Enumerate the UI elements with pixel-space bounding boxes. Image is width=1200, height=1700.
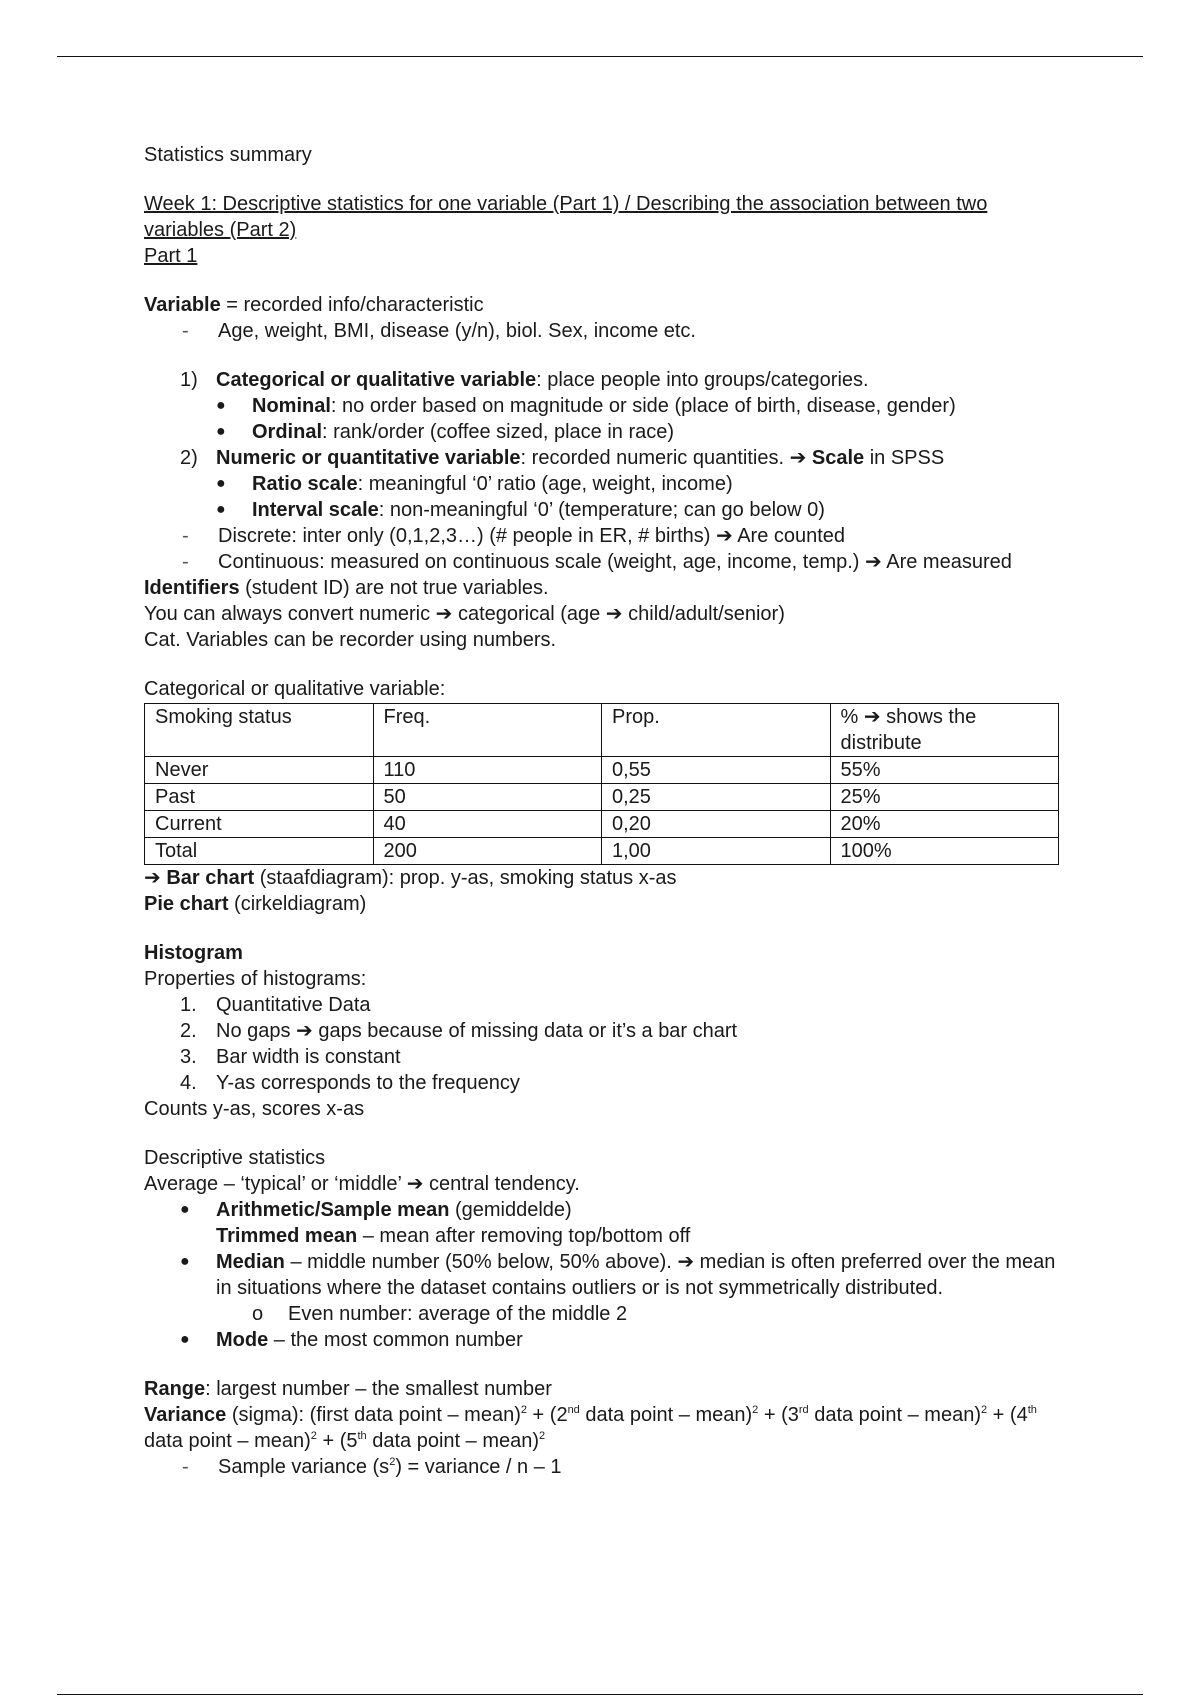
variable-definition xyxy=(144,292,1064,318)
table-header-cell: Prop. xyxy=(602,704,831,757)
list-item: o Even number: average of the middle 2 xyxy=(144,1301,1064,1327)
list-item: - Continuous: measured on continuous scale (weight, age, income, temp.) ➔ Are measured xyxy=(182,551,1012,573)
variable-term: Variable xyxy=(144,294,221,316)
pie-chart-note: Pie chart (cirkeldiagram) xyxy=(144,893,367,915)
table-cell: 50 xyxy=(373,784,602,811)
footer-rule xyxy=(57,1694,1143,1695)
variance-definition: Variance (sigma): (first data point – mean)$^2$ + (2nd data point – mean)$^2$ + (3rd data point – mean)$^2$ + (4th data point – mean)$^2$ + (5th data point – mean)$^2$ xyxy=(144,1404,1037,1452)
table-cell: 55% xyxy=(830,757,1059,784)
header-rule xyxy=(57,56,1143,57)
list-item: 3. Bar width is constant xyxy=(180,1046,401,1068)
recorded-note: Cat. Variables can be recorder using numbers. xyxy=(144,629,557,651)
table-cell: 25% xyxy=(830,784,1059,811)
bullet-icon: ● xyxy=(216,423,226,440)
histogram-heading: Histogram xyxy=(144,942,243,964)
table-row xyxy=(145,838,1059,865)
bar-chart-note: ➔ Bar chart (staafdiagram): prop. y-as, smoking status x-as xyxy=(144,867,677,889)
table-header-cell: Smoking status xyxy=(145,704,374,757)
list-item: - Sample variance $(s^2)$ = variance / n – 1 xyxy=(182,1456,562,1478)
table-row xyxy=(145,757,1059,784)
week-heading: Week 1: Descriptive statistics for one variable (Part 1) / Describing the association between two variables (Part 2) xyxy=(144,193,988,241)
table-header-row xyxy=(145,704,1059,757)
table-cell: 0,25 xyxy=(602,784,831,811)
average-note: Average – ‘typical’ or ‘middle’ ➔ central tendency. xyxy=(144,1173,580,1195)
list-item: ● Ordinal: rank/order (coffee sized, place in race) xyxy=(144,419,1064,445)
bullet-icon: ● xyxy=(180,1331,190,1348)
table-cell: 110 xyxy=(373,757,602,784)
table-cell: Never xyxy=(145,757,374,784)
bullet-icon: ● xyxy=(216,475,226,492)
bullet-icon: ● xyxy=(180,1253,190,1270)
document-body xyxy=(144,142,1064,1480)
table-cell: Past xyxy=(145,784,374,811)
convert-note: You can always convert numeric ➔ categorical (age ➔ child/adult/senior) xyxy=(144,603,785,625)
table-row xyxy=(145,811,1059,838)
table-cell: 40 xyxy=(373,811,602,838)
table-caption: Categorical or qualitative variable: xyxy=(144,678,446,700)
variable-def: = recorded info/characteristic xyxy=(220,294,484,316)
table-cell: Total xyxy=(145,838,374,865)
list-item: 2. No gaps ➔ gaps because of missing data or it’s a bar chart xyxy=(180,1020,738,1042)
table-cell: 0,55 xyxy=(602,757,831,784)
list-item: ● Nominal: no order based on magnitude or side (place of birth, disease, gender) xyxy=(144,393,1064,419)
frequency-table xyxy=(144,703,1059,865)
table-cell: 0,20 xyxy=(602,811,831,838)
table-cell: Current xyxy=(145,811,374,838)
identifiers-note: Identifiers (student ID) are not true variables. xyxy=(144,577,549,599)
circle-bullet-icon: o xyxy=(252,1303,264,1325)
range-definition: Range: largest number – the smallest number xyxy=(144,1378,552,1400)
list-item: ● Mode – the most common number xyxy=(144,1327,1064,1353)
table-header-cell: Freq. xyxy=(373,704,602,757)
list-item: 1. Quantitative Data xyxy=(180,994,371,1016)
part-heading: Part 1 xyxy=(144,245,198,267)
bullet-icon: ● xyxy=(216,501,226,518)
list-item: ● Median – middle number (50% below, 50% above). ➔ median is often preferred over the mean in situations where the dataset contains outliers or is not symmetrically distributed. xyxy=(144,1249,1064,1301)
variable-examples: Age, weight, BMI, disease (y/n), biol. Sex, income etc. xyxy=(218,320,696,342)
list-item: ● Arithmetic/Sample mean (gemiddelde) xyxy=(144,1197,1064,1223)
trimmed-mean-note: Trimmed mean – mean after removing top/bottom off xyxy=(216,1225,691,1247)
histogram-counts: Counts y-as, scores x-as xyxy=(144,1098,365,1120)
list-item: ● Interval scale: non-meaningful ‘0’ (temperature; can go below 0) xyxy=(144,497,1064,523)
doc-title: Statistics summary xyxy=(144,144,312,166)
table-cell: 100% xyxy=(830,838,1059,865)
list-item: 2) Numeric or quantitative variable: recorded numeric quantities. ➔ Scale in SPSS xyxy=(180,447,945,469)
bullet-icon: ● xyxy=(216,397,226,414)
table-row xyxy=(145,784,1059,811)
table-cell: 20% xyxy=(830,811,1059,838)
histogram-intro: Properties of histograms: xyxy=(144,968,367,990)
table-cell: 1,00 xyxy=(602,838,831,865)
list-item: ● Ratio scale: meaningful ‘0’ ratio (age, weight, income) xyxy=(144,471,1064,497)
descriptive-heading: Descriptive statistics xyxy=(144,1147,326,1169)
table-cell: 200 xyxy=(373,838,602,865)
table-header-cell: % ➔ shows the distribute xyxy=(830,704,1059,757)
list-item: 4. Y-as corresponds to the frequency xyxy=(180,1072,520,1094)
list-item: - Age, weight, BMI, disease (y/n), biol. Sex, income etc. xyxy=(144,318,1064,344)
list-item: - Discrete: inter only (0,1,2,3…) (# people in ER, # births) ➔ Are counted xyxy=(182,525,846,547)
list-item: 1) Categorical or qualitative variable: place people into groups/categories. xyxy=(180,369,869,391)
bullet-icon: ● xyxy=(180,1201,190,1218)
